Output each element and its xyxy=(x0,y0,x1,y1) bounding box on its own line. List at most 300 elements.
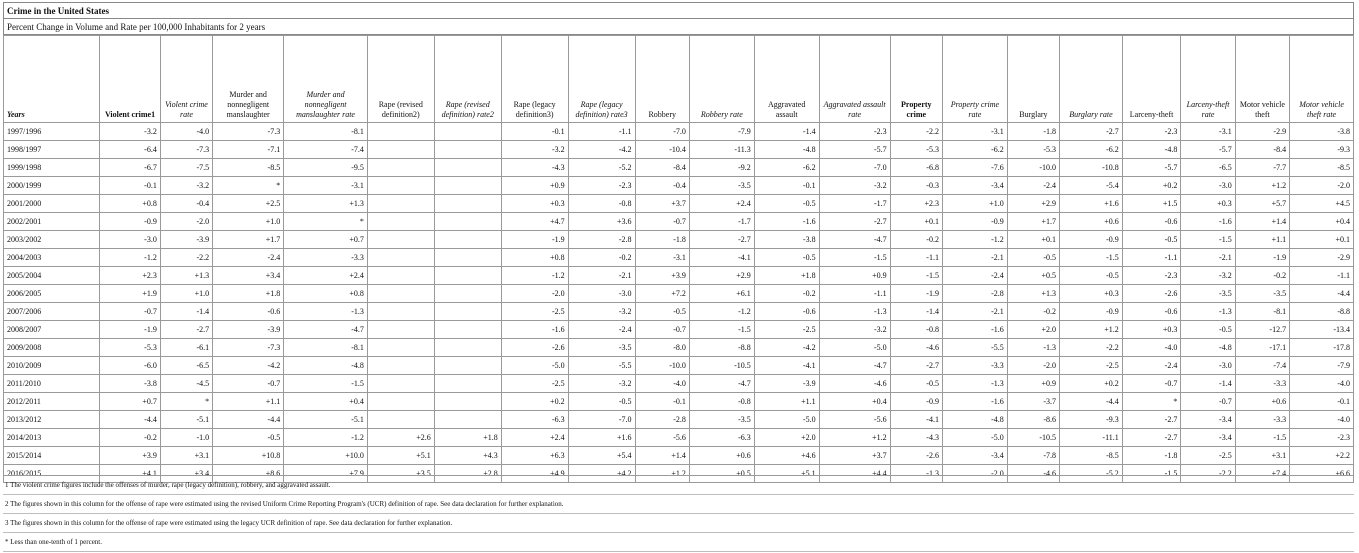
data-cell[interactable]: +2.9 xyxy=(689,267,754,285)
column-header-agg-assault[interactable]: Aggravated assault xyxy=(754,36,819,123)
data-cell[interactable]: -4.7 xyxy=(284,321,368,339)
column-header-violent-crime-rate[interactable]: Violent crime rate xyxy=(160,36,212,123)
data-cell[interactable]: -0.7 xyxy=(635,213,689,231)
data-cell[interactable]: +0.3 xyxy=(1181,195,1235,213)
data-cell[interactable]: -4.8 xyxy=(1181,339,1235,357)
data-cell[interactable]: +2.0 xyxy=(1007,321,1059,339)
data-cell[interactable] xyxy=(434,339,501,357)
data-cell[interactable]: -0.6 xyxy=(1122,303,1181,321)
data-cell[interactable] xyxy=(367,339,434,357)
data-cell[interactable]: +1.8 xyxy=(754,267,819,285)
data-cell[interactable]: -2.7 xyxy=(1122,411,1181,429)
data-cell[interactable]: +0.6 xyxy=(689,447,754,465)
data-cell[interactable] xyxy=(434,177,501,195)
data-cell[interactable]: -6.7 xyxy=(100,159,161,177)
column-header-robbery[interactable]: Robbery xyxy=(635,36,689,123)
data-cell[interactable]: -1.3 xyxy=(890,465,942,483)
data-cell[interactable]: -0.6 xyxy=(213,303,284,321)
data-cell[interactable]: -5.0 xyxy=(819,339,890,357)
data-cell[interactable]: -11.3 xyxy=(689,141,754,159)
data-cell[interactable]: -2.2 xyxy=(890,123,942,141)
data-cell[interactable]: +0.2 xyxy=(501,393,568,411)
data-cell[interactable]: -0.5 xyxy=(890,375,942,393)
year-cell[interactable]: 2011/2010 xyxy=(4,375,100,393)
data-cell[interactable] xyxy=(434,195,501,213)
data-cell[interactable]: -0.8 xyxy=(890,321,942,339)
data-cell[interactable] xyxy=(434,267,501,285)
data-cell[interactable]: -0.8 xyxy=(568,195,635,213)
data-cell[interactable]: -2.5 xyxy=(501,303,568,321)
column-header-rape-revised-rate[interactable]: Rape (revised definition) rate2 xyxy=(434,36,501,123)
data-cell[interactable]: -6.0 xyxy=(100,357,161,375)
data-cell[interactable]: +0.6 xyxy=(1060,213,1123,231)
data-cell[interactable] xyxy=(434,213,501,231)
data-cell[interactable]: -8.0 xyxy=(635,339,689,357)
data-cell[interactable] xyxy=(367,303,434,321)
data-cell[interactable]: +1.2 xyxy=(635,465,689,483)
data-cell[interactable]: -1.7 xyxy=(819,195,890,213)
data-cell[interactable]: +5.7 xyxy=(1235,195,1289,213)
data-cell[interactable]: * xyxy=(213,177,284,195)
data-cell[interactable]: +1.2 xyxy=(1235,177,1289,195)
data-cell[interactable]: -2.9 xyxy=(1290,249,1354,267)
data-cell[interactable]: -1.1 xyxy=(568,123,635,141)
data-cell[interactable]: -9.5 xyxy=(284,159,368,177)
data-cell[interactable]: +2.4 xyxy=(284,267,368,285)
data-cell[interactable]: -2.7 xyxy=(890,357,942,375)
data-cell[interactable]: -5.2 xyxy=(1060,465,1123,483)
data-cell[interactable]: +2.8 xyxy=(434,465,501,483)
data-cell[interactable]: +2.9 xyxy=(1007,195,1059,213)
data-cell[interactable]: +4.5 xyxy=(1290,195,1354,213)
data-cell[interactable]: -2.7 xyxy=(1122,429,1181,447)
data-cell[interactable]: -3.1 xyxy=(942,123,1007,141)
data-cell[interactable]: -2.0 xyxy=(942,465,1007,483)
data-cell[interactable]: -4.2 xyxy=(213,357,284,375)
data-cell[interactable]: -7.1 xyxy=(213,141,284,159)
data-cell[interactable]: -4.6 xyxy=(819,375,890,393)
data-cell[interactable]: -7.9 xyxy=(689,123,754,141)
data-cell[interactable]: -1.8 xyxy=(1007,123,1059,141)
data-cell[interactable]: -4.7 xyxy=(689,375,754,393)
data-cell[interactable]: -7.0 xyxy=(568,411,635,429)
data-cell[interactable]: +2.4 xyxy=(689,195,754,213)
data-cell[interactable] xyxy=(434,231,501,249)
data-cell[interactable] xyxy=(434,285,501,303)
data-cell[interactable]: -2.7 xyxy=(689,231,754,249)
data-cell[interactable]: -8.5 xyxy=(1290,159,1354,177)
year-cell[interactable]: 1998/1997 xyxy=(4,141,100,159)
data-cell[interactable]: -4.2 xyxy=(754,339,819,357)
data-cell[interactable]: -3.3 xyxy=(942,357,1007,375)
data-cell[interactable]: +0.7 xyxy=(100,393,161,411)
data-cell[interactable]: -1.7 xyxy=(689,213,754,231)
data-cell[interactable]: +0.9 xyxy=(1007,375,1059,393)
data-cell[interactable]: +3.1 xyxy=(1235,447,1289,465)
data-cell[interactable] xyxy=(367,375,434,393)
data-cell[interactable]: -8.1 xyxy=(284,339,368,357)
data-cell[interactable] xyxy=(434,159,501,177)
data-cell[interactable]: -0.9 xyxy=(890,393,942,411)
data-cell[interactable]: -1.1 xyxy=(819,285,890,303)
data-cell[interactable]: -4.4 xyxy=(213,411,284,429)
data-cell[interactable]: -10.0 xyxy=(1007,159,1059,177)
data-cell[interactable]: +6.3 xyxy=(501,447,568,465)
data-cell[interactable]: -1.5 xyxy=(284,375,368,393)
data-cell[interactable]: +5.1 xyxy=(367,447,434,465)
data-cell[interactable]: -0.1 xyxy=(100,177,161,195)
column-header-larceny[interactable]: Larceny-theft xyxy=(1122,36,1181,123)
data-cell[interactable]: -1.2 xyxy=(501,267,568,285)
data-cell[interactable]: -2.6 xyxy=(1122,285,1181,303)
data-cell[interactable]: -4.8 xyxy=(1122,141,1181,159)
data-cell[interactable]: +0.9 xyxy=(501,177,568,195)
data-cell[interactable]: -3.5 xyxy=(1235,285,1289,303)
data-cell[interactable]: -17.1 xyxy=(1235,339,1289,357)
data-cell[interactable]: -5.1 xyxy=(160,411,212,429)
data-cell[interactable]: +1.4 xyxy=(635,447,689,465)
column-header-agg-assault-rate[interactable]: Aggravated assault rate xyxy=(819,36,890,123)
data-cell[interactable]: -3.0 xyxy=(1181,357,1235,375)
data-cell[interactable]: -3.0 xyxy=(1181,177,1235,195)
data-cell[interactable] xyxy=(367,123,434,141)
data-cell[interactable]: +0.4 xyxy=(819,393,890,411)
column-header-burglary[interactable]: Burglary xyxy=(1007,36,1059,123)
data-cell[interactable] xyxy=(367,159,434,177)
data-cell[interactable]: -4.0 xyxy=(1122,339,1181,357)
sheet-subtitle[interactable]: Percent Change in Volume and Rate per 100,000 Inhabitants for 2 years xyxy=(3,18,1354,35)
data-cell[interactable] xyxy=(367,267,434,285)
data-cell[interactable]: -1.5 xyxy=(689,321,754,339)
data-cell[interactable]: +2.4 xyxy=(501,429,568,447)
column-header-violent-crime[interactable]: Violent crime1 xyxy=(100,36,161,123)
data-cell[interactable]: -6.5 xyxy=(1181,159,1235,177)
data-cell[interactable]: +6.6 xyxy=(1290,465,1354,483)
data-cell[interactable]: +0.8 xyxy=(284,285,368,303)
data-cell[interactable]: -0.6 xyxy=(1122,213,1181,231)
column-header-murder-rate[interactable]: Murder and nonnegligent manslaughter rate xyxy=(284,36,368,123)
year-cell[interactable]: 2015/2014 xyxy=(4,447,100,465)
data-cell[interactable] xyxy=(367,285,434,303)
data-cell[interactable]: +2.6 xyxy=(367,429,434,447)
data-cell[interactable]: +1.0 xyxy=(160,285,212,303)
data-cell[interactable]: -1.9 xyxy=(890,285,942,303)
data-cell[interactable]: -1.5 xyxy=(1060,249,1123,267)
data-cell[interactable]: -2.1 xyxy=(568,267,635,285)
data-cell[interactable] xyxy=(434,141,501,159)
data-cell[interactable]: -0.9 xyxy=(100,213,161,231)
data-cell[interactable]: -0.5 xyxy=(754,195,819,213)
data-cell[interactable]: -2.7 xyxy=(1060,123,1123,141)
data-cell[interactable]: -1.4 xyxy=(1181,375,1235,393)
data-cell[interactable]: +1.2 xyxy=(1060,321,1123,339)
data-cell[interactable]: -3.4 xyxy=(942,177,1007,195)
data-cell[interactable]: -5.0 xyxy=(942,429,1007,447)
data-cell[interactable]: -2.2 xyxy=(160,249,212,267)
data-cell[interactable]: +6.1 xyxy=(689,285,754,303)
data-cell[interactable]: +2.3 xyxy=(890,195,942,213)
data-cell[interactable]: -3.8 xyxy=(1290,123,1354,141)
data-cell[interactable]: -8.4 xyxy=(1235,141,1289,159)
data-cell[interactable]: -2.7 xyxy=(160,321,212,339)
data-cell[interactable]: -1.5 xyxy=(819,249,890,267)
data-cell[interactable] xyxy=(434,303,501,321)
data-cell[interactable]: -3.5 xyxy=(689,411,754,429)
data-cell[interactable]: -0.5 xyxy=(1181,321,1235,339)
year-cell[interactable]: 1997/1996 xyxy=(4,123,100,141)
data-cell[interactable]: -0.5 xyxy=(754,249,819,267)
data-cell[interactable]: -3.2 xyxy=(568,303,635,321)
data-cell[interactable]: +1.2 xyxy=(819,429,890,447)
data-cell[interactable]: -2.3 xyxy=(819,123,890,141)
data-cell[interactable]: +2.2 xyxy=(1290,447,1354,465)
data-cell[interactable]: -4.5 xyxy=(160,375,212,393)
data-cell[interactable]: -2.0 xyxy=(160,213,212,231)
data-cell[interactable]: -3.2 xyxy=(160,177,212,195)
data-cell[interactable]: -0.1 xyxy=(501,123,568,141)
data-cell[interactable]: +4.7 xyxy=(501,213,568,231)
data-cell[interactable]: +3.4 xyxy=(213,267,284,285)
data-cell[interactable]: -0.5 xyxy=(635,303,689,321)
data-cell[interactable]: +0.3 xyxy=(1060,285,1123,303)
data-cell[interactable]: +1.0 xyxy=(213,213,284,231)
data-cell[interactable]: -4.1 xyxy=(754,357,819,375)
column-header-property-crime-rate[interactable]: Property crime rate xyxy=(942,36,1007,123)
data-cell[interactable]: +0.5 xyxy=(689,465,754,483)
year-cell[interactable]: 2009/2008 xyxy=(4,339,100,357)
column-header-years[interactable]: Years xyxy=(4,36,100,123)
data-cell[interactable]: -5.0 xyxy=(501,357,568,375)
data-cell[interactable]: -2.0 xyxy=(1007,357,1059,375)
data-cell[interactable]: +0.8 xyxy=(501,249,568,267)
data-cell[interactable]: -1.3 xyxy=(942,375,1007,393)
data-cell[interactable]: -2.4 xyxy=(568,321,635,339)
data-cell[interactable]: -3.2 xyxy=(1181,267,1235,285)
column-header-property-crime[interactable]: Property crime xyxy=(890,36,942,123)
data-cell[interactable]: -0.2 xyxy=(100,429,161,447)
data-cell[interactable]: +3.1 xyxy=(160,447,212,465)
data-cell[interactable] xyxy=(434,249,501,267)
data-cell[interactable]: -1.9 xyxy=(501,231,568,249)
data-cell[interactable]: -2.7 xyxy=(819,213,890,231)
data-cell[interactable]: +10.0 xyxy=(284,447,368,465)
data-cell[interactable] xyxy=(367,249,434,267)
data-cell[interactable]: -1.5 xyxy=(1181,231,1235,249)
data-cell[interactable]: -17.8 xyxy=(1290,339,1354,357)
data-cell[interactable]: -7.5 xyxy=(160,159,212,177)
data-cell[interactable] xyxy=(367,213,434,231)
year-cell[interactable]: 2010/2009 xyxy=(4,357,100,375)
data-cell[interactable]: -0.8 xyxy=(689,393,754,411)
column-header-murder[interactable]: Murder and nonnegligent manslaughter xyxy=(213,36,284,123)
data-cell[interactable]: +4.4 xyxy=(819,465,890,483)
data-cell[interactable]: -0.5 xyxy=(213,429,284,447)
data-cell[interactable]: -9.3 xyxy=(1060,411,1123,429)
data-cell[interactable]: -0.7 xyxy=(1181,393,1235,411)
data-cell[interactable]: -8.8 xyxy=(1290,303,1354,321)
data-cell[interactable]: -4.0 xyxy=(160,123,212,141)
data-cell[interactable]: -1.6 xyxy=(942,393,1007,411)
data-cell[interactable] xyxy=(367,321,434,339)
data-cell[interactable]: -5.7 xyxy=(1181,141,1235,159)
data-cell[interactable] xyxy=(434,393,501,411)
data-cell[interactable]: -1.3 xyxy=(1007,339,1059,357)
data-cell[interactable]: -5.5 xyxy=(568,357,635,375)
data-cell[interactable]: -7.6 xyxy=(942,159,1007,177)
data-cell[interactable]: -2.9 xyxy=(1235,123,1289,141)
data-cell[interactable]: -4.0 xyxy=(635,375,689,393)
data-cell[interactable]: -1.1 xyxy=(1290,267,1354,285)
year-cell[interactable]: 2001/2000 xyxy=(4,195,100,213)
data-cell[interactable]: -7.3 xyxy=(160,141,212,159)
data-cell[interactable]: -3.0 xyxy=(568,285,635,303)
data-cell[interactable]: +3.5 xyxy=(367,465,434,483)
data-cell[interactable]: -3.4 xyxy=(1181,411,1235,429)
data-cell[interactable]: -2.4 xyxy=(213,249,284,267)
year-cell[interactable]: 2012/2011 xyxy=(4,393,100,411)
data-cell[interactable]: -3.4 xyxy=(1181,429,1235,447)
footnote[interactable]: 3 The figures shown in this column for the offense of rape were estimated using the legacy UCR definition of rape. See data declaration for further explanation. xyxy=(3,514,1354,533)
data-cell[interactable]: * xyxy=(1122,393,1181,411)
data-cell[interactable]: -3.2 xyxy=(501,141,568,159)
data-cell[interactable]: -4.8 xyxy=(942,411,1007,429)
data-cell[interactable]: +4.3 xyxy=(434,447,501,465)
data-cell[interactable]: +1.1 xyxy=(754,393,819,411)
data-cell[interactable]: +4.6 xyxy=(754,447,819,465)
data-cell[interactable]: -4.1 xyxy=(689,249,754,267)
data-cell[interactable]: -3.3 xyxy=(284,249,368,267)
data-cell[interactable]: -1.6 xyxy=(754,213,819,231)
data-cell[interactable]: -7.0 xyxy=(635,123,689,141)
data-cell[interactable]: -8.5 xyxy=(1060,447,1123,465)
data-cell[interactable]: -9.2 xyxy=(689,159,754,177)
data-cell[interactable]: +5.1 xyxy=(754,465,819,483)
data-cell[interactable]: -7.3 xyxy=(213,339,284,357)
column-header-mvt[interactable]: Motor vehicle theft xyxy=(1235,36,1289,123)
data-cell[interactable]: -2.1 xyxy=(1181,249,1235,267)
data-cell[interactable]: -5.1 xyxy=(284,411,368,429)
column-header-rape-legacy[interactable]: Rape (legacy definition3) xyxy=(501,36,568,123)
data-cell[interactable]: +1.8 xyxy=(434,429,501,447)
data-cell[interactable]: -7.4 xyxy=(1235,357,1289,375)
data-cell[interactable]: -0.1 xyxy=(1290,393,1354,411)
data-cell[interactable]: -6.3 xyxy=(501,411,568,429)
data-cell[interactable] xyxy=(367,141,434,159)
data-cell[interactable]: -8.1 xyxy=(1235,303,1289,321)
data-cell[interactable]: -0.1 xyxy=(635,393,689,411)
data-cell[interactable]: -1.5 xyxy=(890,267,942,285)
data-cell[interactable]: +0.8 xyxy=(100,195,161,213)
data-cell[interactable]: -2.1 xyxy=(942,249,1007,267)
data-cell[interactable]: -3.1 xyxy=(284,177,368,195)
data-cell[interactable]: -1.2 xyxy=(942,231,1007,249)
data-cell[interactable]: -2.5 xyxy=(1060,357,1123,375)
data-cell[interactable] xyxy=(434,375,501,393)
data-cell[interactable]: -2.2 xyxy=(1060,339,1123,357)
data-cell[interactable]: +7.9 xyxy=(284,465,368,483)
year-cell[interactable]: 1999/1998 xyxy=(4,159,100,177)
data-cell[interactable]: -3.4 xyxy=(942,447,1007,465)
data-cell[interactable]: +0.5 xyxy=(1007,267,1059,285)
data-cell[interactable]: -6.2 xyxy=(1060,141,1123,159)
data-cell[interactable] xyxy=(367,177,434,195)
data-cell[interactable]: -4.0 xyxy=(1290,411,1354,429)
data-cell[interactable]: -5.7 xyxy=(1122,159,1181,177)
data-cell[interactable] xyxy=(434,411,501,429)
data-cell[interactable]: +1.3 xyxy=(1007,285,1059,303)
data-cell[interactable]: -5.3 xyxy=(890,141,942,159)
data-cell[interactable]: -1.0 xyxy=(160,429,212,447)
data-cell[interactable]: -0.9 xyxy=(1060,303,1123,321)
data-cell[interactable]: -0.7 xyxy=(100,303,161,321)
data-cell[interactable]: -12.7 xyxy=(1235,321,1289,339)
data-cell[interactable]: -6.4 xyxy=(100,141,161,159)
data-cell[interactable]: +5.4 xyxy=(568,447,635,465)
data-cell[interactable]: -0.9 xyxy=(1060,231,1123,249)
footnote[interactable]: 2 The figures shown in this column for the offense of rape were estimated using the revised Uniform Crime Reporting Program's (UCR) definition of rape. See data declaration for further explanation. xyxy=(3,495,1354,514)
data-cell[interactable]: -7.3 xyxy=(213,123,284,141)
data-cell[interactable]: -0.2 xyxy=(890,231,942,249)
year-cell[interactable]: 2013/2012 xyxy=(4,411,100,429)
data-cell[interactable]: +1.5 xyxy=(1122,195,1181,213)
data-cell[interactable] xyxy=(367,357,434,375)
data-cell[interactable]: -1.8 xyxy=(635,231,689,249)
data-cell[interactable]: -0.4 xyxy=(635,177,689,195)
year-cell[interactable]: 2002/2001 xyxy=(4,213,100,231)
data-cell[interactable]: -4.7 xyxy=(819,231,890,249)
data-cell[interactable]: -13.4 xyxy=(1290,321,1354,339)
data-cell[interactable]: -7.4 xyxy=(284,141,368,159)
data-cell[interactable]: -1.3 xyxy=(819,303,890,321)
data-cell[interactable]: -0.4 xyxy=(160,195,212,213)
column-header-robbery-rate[interactable]: Robbery rate xyxy=(689,36,754,123)
data-cell[interactable]: -2.8 xyxy=(635,411,689,429)
data-cell[interactable]: -1.5 xyxy=(1235,429,1289,447)
data-cell[interactable]: -5.2 xyxy=(568,159,635,177)
data-cell[interactable]: +0.9 xyxy=(819,267,890,285)
data-cell[interactable]: -4.8 xyxy=(284,357,368,375)
data-cell[interactable]: -1.1 xyxy=(1122,249,1181,267)
data-cell[interactable]: -3.2 xyxy=(819,177,890,195)
data-cell[interactable]: +7.2 xyxy=(635,285,689,303)
data-cell[interactable]: -4.7 xyxy=(819,357,890,375)
year-cell[interactable]: 2014/2013 xyxy=(4,429,100,447)
data-cell[interactable]: -1.5 xyxy=(1122,465,1181,483)
data-cell[interactable]: -9.3 xyxy=(1290,141,1354,159)
data-cell[interactable]: -2.2 xyxy=(1181,465,1235,483)
data-cell[interactable]: -0.2 xyxy=(754,285,819,303)
data-cell[interactable]: +3.6 xyxy=(568,213,635,231)
year-cell[interactable]: 2003/2002 xyxy=(4,231,100,249)
data-cell[interactable]: -4.6 xyxy=(1007,465,1059,483)
data-cell[interactable]: +0.1 xyxy=(1007,231,1059,249)
data-cell[interactable]: +8.6 xyxy=(213,465,284,483)
data-cell[interactable]: -2.0 xyxy=(501,285,568,303)
data-cell[interactable]: +0.2 xyxy=(1122,177,1181,195)
data-cell[interactable]: -5.3 xyxy=(1007,141,1059,159)
data-cell[interactable]: +3.4 xyxy=(160,465,212,483)
data-cell[interactable]: -2.3 xyxy=(1122,123,1181,141)
data-cell[interactable]: -7.8 xyxy=(1007,447,1059,465)
data-cell[interactable]: +1.6 xyxy=(568,429,635,447)
data-cell[interactable]: +1.9 xyxy=(100,285,161,303)
data-cell[interactable]: -1.2 xyxy=(284,429,368,447)
data-cell[interactable]: -8.5 xyxy=(213,159,284,177)
data-cell[interactable] xyxy=(367,231,434,249)
data-cell[interactable]: -3.5 xyxy=(568,339,635,357)
data-cell[interactable]: -1.2 xyxy=(689,303,754,321)
data-cell[interactable]: -0.6 xyxy=(754,303,819,321)
